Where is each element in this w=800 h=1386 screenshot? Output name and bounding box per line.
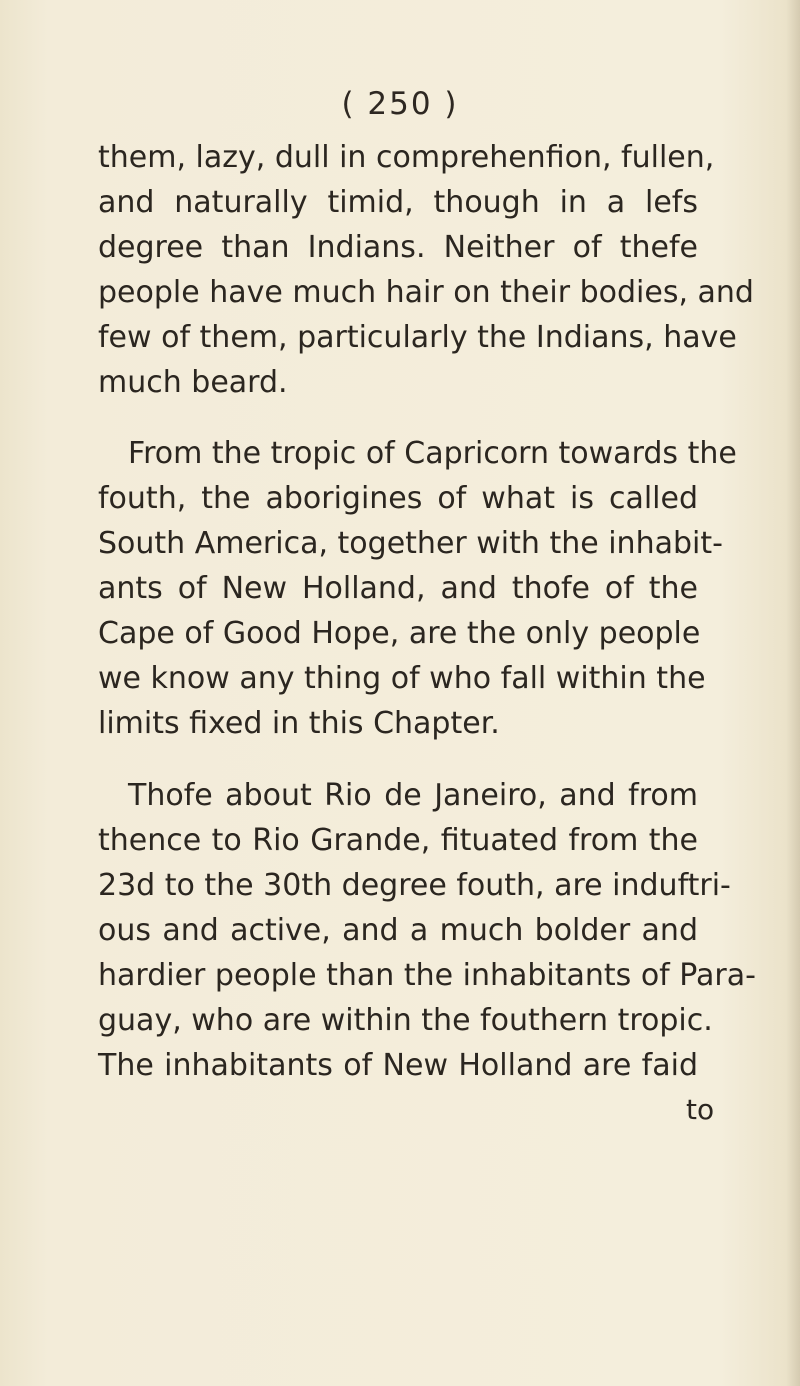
text-line: degree than Indians. Neither of thefe <box>98 230 698 265</box>
text-line: few of them, particularly the Indians, have <box>98 320 737 355</box>
page-edge-shadow <box>786 0 800 1386</box>
text-line: much beard. <box>98 365 288 400</box>
text-line: limits fixed in this Chapter. <box>98 706 500 741</box>
text-line: 23d to the 30th degree fouth, are induftri- <box>98 868 731 903</box>
text-line: them, lazy, dull in comprehenfion, fullen, <box>98 140 715 175</box>
text-line: Thofe about Rio de Janeiro, and from <box>128 778 698 813</box>
text-line: The inhabitants of New Holland are faid <box>98 1048 698 1083</box>
text-line: South America, together with the inhabit- <box>98 526 723 561</box>
text-line: we know any thing of who fall within the <box>98 661 706 696</box>
text-line: people have much hair on their bodies, and <box>98 275 754 310</box>
text-line: Cape of Good Hope, are the only people <box>98 616 701 651</box>
text-line: From the tropic of Capricorn towards the <box>128 436 737 471</box>
catchword: to <box>686 1093 715 1126</box>
text-line: and naturally timid, though in a lefs <box>98 185 698 220</box>
text-line: thence to Rio Grande, fituated from the <box>98 823 698 858</box>
page-number: ( 250 ) <box>341 86 459 122</box>
text-line: ous and active, and a much bolder and <box>98 913 698 948</box>
text-line: fouth, the aborigines of what is called <box>98 481 698 516</box>
text-line: ants of New Holland, and thofe of the <box>98 571 698 606</box>
text-line: guay, who are within the fouthern tropic. <box>98 1003 713 1038</box>
text-line: hardier people than the inhabitants of Para- <box>98 958 756 993</box>
